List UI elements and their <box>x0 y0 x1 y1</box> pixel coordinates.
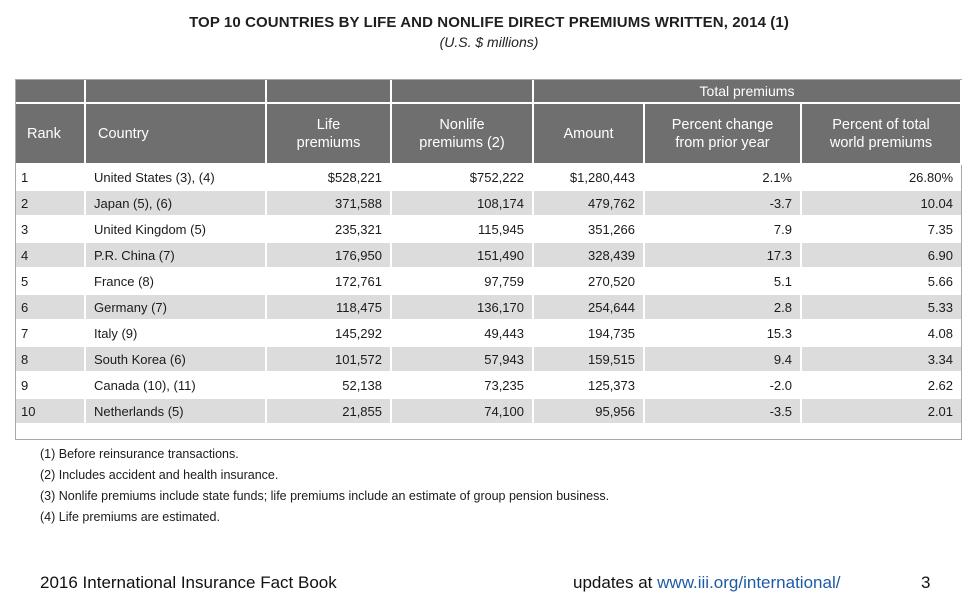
table-row <box>16 320 961 346</box>
page-subtitle: (U.S. $ millions) <box>439 34 539 50</box>
table-row <box>16 398 961 423</box>
cell-life-premiums: $528,221 <box>266 164 391 190</box>
cell-percent-change: 15.3 <box>644 320 801 346</box>
cell-percent-change: 9.4 <box>644 346 801 372</box>
cell-rank: 6 <box>16 294 85 320</box>
group-header-total-premiums: Total premiums <box>533 80 961 103</box>
cell-amount: 159,515 <box>533 346 644 372</box>
cell-country: Canada (10), (11) <box>85 372 266 398</box>
cell-nonlife-premiums: 151,490 <box>391 242 533 268</box>
cell-life-premiums: 172,761 <box>266 268 391 294</box>
cell-nonlife-premiums: 97,759 <box>391 268 533 294</box>
cell-percent-change: 7.9 <box>644 216 801 242</box>
footnote: (2) Includes accident and health insurance. <box>40 468 279 482</box>
cell-percent-of-world: 26.80% <box>801 164 961 190</box>
group-header-blank <box>16 80 85 103</box>
group-header-blank <box>85 80 266 103</box>
column-header-line: Nonlife <box>439 116 485 133</box>
cell-nonlife-premiums: $752,222 <box>391 164 533 190</box>
cell-percent-change: -2.0 <box>644 372 801 398</box>
cell-amount: 194,735 <box>533 320 644 346</box>
cell-life-premiums: 145,292 <box>266 320 391 346</box>
cell-rank: 7 <box>16 320 85 346</box>
page-title: TOP 10 COUNTRIES BY LIFE AND NONLIFE DIRECT PREMIUMS WRITTEN, 2014 (1) <box>189 14 789 31</box>
cell-percent-change: -3.5 <box>644 398 801 423</box>
table-row <box>16 190 961 216</box>
table-row <box>16 216 961 242</box>
cell-percent-change: 5.1 <box>644 268 801 294</box>
cell-amount: $1,280,443 <box>533 164 644 190</box>
cell-amount: 479,762 <box>533 190 644 216</box>
group-header-row <box>16 80 961 103</box>
cell-percent-of-world: 7.35 <box>801 216 961 242</box>
column-header-amount <box>533 103 644 164</box>
table-row <box>16 372 961 398</box>
cell-rank: 10 <box>16 398 85 423</box>
cell-rank: 4 <box>16 242 85 268</box>
column-header-line: Rank <box>27 125 61 142</box>
cell-country: France (8) <box>85 268 266 294</box>
column-header-row <box>16 103 961 164</box>
cell-percent-of-world: 5.33 <box>801 294 961 320</box>
cell-life-premiums: 101,572 <box>266 346 391 372</box>
footnote: (1) Before reinsurance transactions. <box>40 447 239 461</box>
cell-rank: 3 <box>16 216 85 242</box>
table-body <box>16 164 961 423</box>
column-header-line: world premiums <box>829 134 933 151</box>
column-header-line: Life <box>316 116 341 133</box>
table-row <box>16 346 961 372</box>
footnote: (4) Life premiums are estimated. <box>40 510 220 524</box>
premiums-table <box>16 80 962 423</box>
cell-nonlife-premiums: 136,170 <box>391 294 533 320</box>
footer-book-title: 2016 International Insurance Fact Book <box>40 573 337 592</box>
column-header-line: Amount <box>563 125 614 142</box>
column-header-line: from prior year <box>675 134 770 151</box>
cell-life-premiums: 118,475 <box>266 294 391 320</box>
cell-percent-change: 2.8 <box>644 294 801 320</box>
cell-rank: 5 <box>16 268 85 294</box>
column-header-life-premiums <box>266 103 391 164</box>
group-header-blank <box>266 80 391 103</box>
cell-percent-of-world: 5.66 <box>801 268 961 294</box>
cell-percent-of-world: 3.34 <box>801 346 961 372</box>
cell-percent-change: 2.1% <box>644 164 801 190</box>
cell-nonlife-premiums: 49,443 <box>391 320 533 346</box>
cell-amount: 270,520 <box>533 268 644 294</box>
column-header-rank <box>16 103 85 164</box>
column-header-line: premiums <box>296 134 361 151</box>
cell-country: Japan (5), (6) <box>85 190 266 216</box>
cell-percent-of-world: 4.08 <box>801 320 961 346</box>
table-row <box>16 294 961 320</box>
column-header-country <box>85 103 266 164</box>
cell-amount: 328,439 <box>533 242 644 268</box>
table-row <box>16 164 961 190</box>
cell-rank: 8 <box>16 346 85 372</box>
column-header-line: premiums (2) <box>419 134 505 151</box>
table-row <box>16 268 961 294</box>
cell-life-premiums: 176,950 <box>266 242 391 268</box>
cell-country: Germany (7) <box>85 294 266 320</box>
cell-amount: 95,956 <box>533 398 644 423</box>
cell-nonlife-premiums: 115,945 <box>391 216 533 242</box>
footnote: (3) Nonlife premiums include state funds; life premiums include an estimate of group pension business. <box>40 489 610 503</box>
cell-percent-change: -3.7 <box>644 190 801 216</box>
cell-percent-of-world: 10.04 <box>801 190 961 216</box>
cell-percent-change: 17.3 <box>644 242 801 268</box>
cell-country: South Korea (6) <box>85 346 266 372</box>
column-header-line: Percent of total <box>832 116 930 133</box>
cell-percent-of-world: 2.01 <box>801 398 961 423</box>
cell-nonlife-premiums: 74,100 <box>391 398 533 423</box>
footnotes <box>40 444 609 528</box>
cell-country: Italy (9) <box>85 320 266 346</box>
column-header-line: Country <box>98 125 149 142</box>
premiums-table-container <box>15 79 962 440</box>
cell-life-premiums: 371,588 <box>266 190 391 216</box>
cell-amount: 125,373 <box>533 372 644 398</box>
column-header-line: Percent change <box>671 116 774 133</box>
cell-nonlife-premiums: 108,174 <box>391 190 533 216</box>
table-row <box>16 242 961 268</box>
cell-country: United States (3), (4) <box>85 164 266 190</box>
cell-nonlife-premiums: 57,943 <box>391 346 533 372</box>
footer-updates-label: updates at <box>573 573 653 592</box>
cell-life-premiums: 235,321 <box>266 216 391 242</box>
column-header-percent-change <box>644 103 801 164</box>
cell-amount: 351,266 <box>533 216 644 242</box>
cell-amount: 254,644 <box>533 294 644 320</box>
column-header-nonlife-premiums <box>391 103 533 164</box>
page-number: 3 <box>921 573 931 592</box>
cell-life-premiums: 52,138 <box>266 372 391 398</box>
cell-rank: 2 <box>16 190 85 216</box>
group-header-blank <box>391 80 533 103</box>
cell-nonlife-premiums: 73,235 <box>391 372 533 398</box>
cell-country: Netherlands (5) <box>85 398 266 423</box>
cell-percent-of-world: 2.62 <box>801 372 961 398</box>
cell-percent-of-world: 6.90 <box>801 242 961 268</box>
cell-rank: 1 <box>16 164 85 190</box>
column-header-percent-of-world <box>801 103 961 164</box>
footer-url-link[interactable]: www.iii.org/international/ <box>657 573 841 592</box>
cell-rank: 9 <box>16 372 85 398</box>
cell-country: United Kingdom (5) <box>85 216 266 242</box>
cell-country: P.R. China (7) <box>85 242 266 268</box>
footer-updates <box>573 573 840 593</box>
cell-life-premiums: 21,855 <box>266 398 391 423</box>
